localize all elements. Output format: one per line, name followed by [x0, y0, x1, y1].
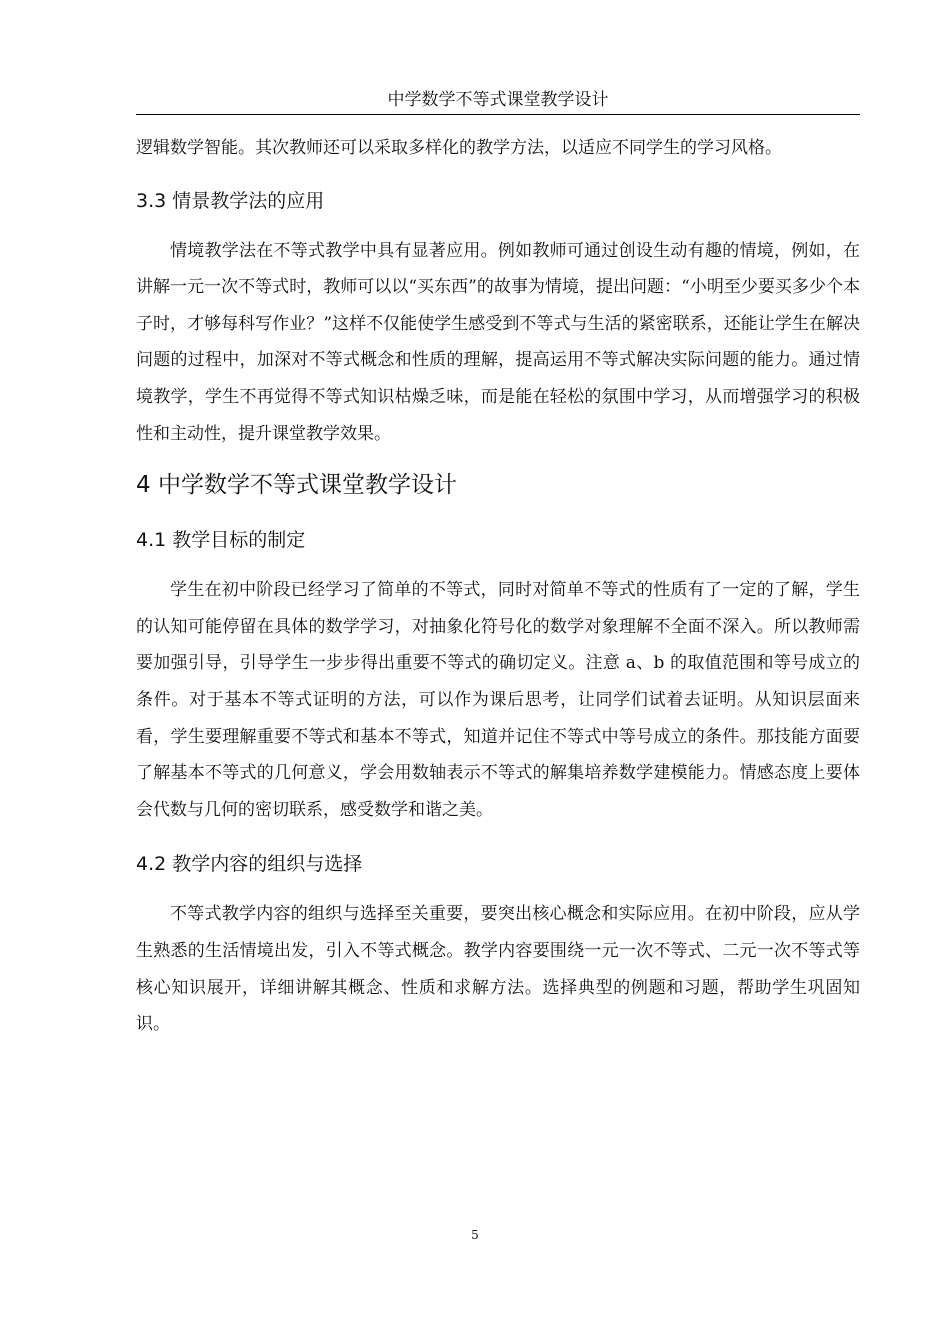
paragraph-4-1: 学生在初中阶段已经学习了简单的不等式，同时对简单不等式的性质有了一定的了解，学生的认知可能停留在具体的数学学习，对抽象化符号化的数学对象理解不全面不深入。所以教师需要加强引导，引导学生一步步得出重要不等式的确切定义。注意 a、b 的取值范围和等号成立的条件。对于基本不等式证明的方法，可以作为课后思考，让同学们试着去证明。从知识层面来看，学生要理解重要不等式和基本不等式，知道并记住不等式中等号成立的条件。那技能方面要了解基本不等式的几何意义，学会用数轴表示不等式的解集培养数学建模能力。情感态度上要体会代数与几何的密切联系，感受数学和谐之美。: [136, 580, 860, 820]
chapter-heading-4: 4 中学数学不等式课堂教学设计: [136, 472, 457, 499]
paragraph-3-3: 情境教学法在不等式教学中具有显著应用。例如教师可通过创设生动有趣的情境，例如，在讲解一元一次不等式时，教师可以以“买东西”的故事为情境，提出问题：“小明至少要买多少个本子时，才够每科写作业？”这样不仅能使学生感受到不等式与生活的紧密联系，还能让学生在解决问题的过程中，加深对不等式概念和性质的理解，提高运用不等式解决实际问题的能力。通过情境教学，学生不再觉得不等式知识枯燥乏味，而是能在轻松的氛围中学习，从而增强学习的积极性和主动性，提升课堂教学效果。: [136, 240, 860, 444]
section-heading-4-2: 4.2 教学内容的组织与选择: [136, 853, 363, 876]
page-body: [136, 128, 860, 1043]
section-heading-4-1: 4.1 教学目标的制定: [136, 529, 306, 552]
paragraph-4-2: 不等式教学内容的组织与选择至关重要，要突出核心概念和实际应用。在初中阶段，应从学生熟悉的生活情境出发，引入不等式概念。教学内容要围绕一元一次不等式、二元一次不等式等核心知识展开，详细讲解其概念、性质和求解方法。选择典型的例题和习题，帮助学生巩固知识。: [136, 904, 860, 1035]
page-number: 5: [471, 1228, 479, 1242]
header-rule: [136, 114, 860, 115]
running-header: 中学数学不等式课堂教学设计: [387, 90, 609, 110]
paragraph-continued: 逻辑数学智能。其次教师还可以采取多样化的教学方法，以适应不同学生的学习风格。: [136, 138, 782, 158]
section-heading-3-3: 3.3 情景教学法的应用: [136, 189, 325, 212]
